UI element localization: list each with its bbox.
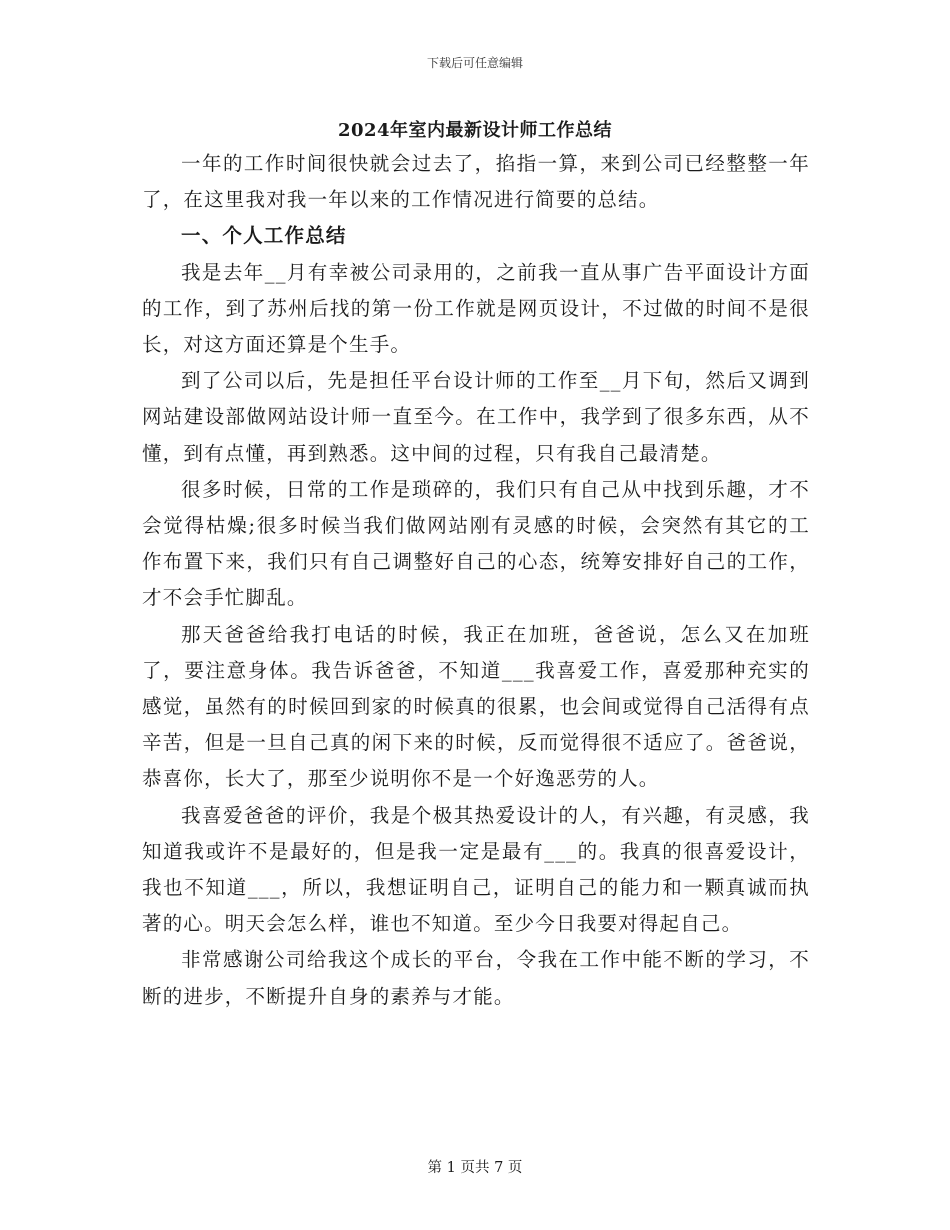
document-title: 2024年室内最新设计师工作总结 xyxy=(337,120,613,141)
paragraph: 我喜爱爸爸的评价，我是个极其热爱设计的人，有兴趣，有灵感，我知道我或许不是最好的，但是我一定是最有___的。我真的很喜爱设计，我也不知道___，所以，我想证明自己，证明自己的能力和一颗真诚而执著的心。明天会怎么样，谁也不知道。至少今日我要对得起自己。 xyxy=(142,803,810,936)
page-number-footer: 第 1 页共 7 页 xyxy=(427,1160,523,1176)
paragraph: 非常感谢公司给我这个成长的平台，令我在工作中能不断的学习，不断的进步，不断提升自身的素养与才能。 xyxy=(142,948,810,1008)
paragraph: 到了公司以后，先是担任平台设计师的工作至__月下旬，然后又调到网站建设部做网站设计师一直至今。在工作中，我学到了很多东西，从不懂，到有点懂，再到熟悉。这中间的过程，只有我自己最清楚。 xyxy=(142,369,810,465)
paragraph: 那天爸爸给我打电话的时候，我正在加班，爸爸说，怎么又在加班了，要注意身体。我告诉爸爸，不知道___我喜爱工作，喜爱那种充实的感觉，虽然有的时候回到家的时候真的很累，也会间或觉得自己活得有点辛苦，但是一旦自己真的闲下来的时候，反而觉得很不适应了。爸爸说，恭喜你，长大了，那至少说明你不是一个好逸恶劳的人。 xyxy=(142,622,810,791)
page-header-note: 下载后可任意编辑 xyxy=(426,56,523,70)
section-heading-personal-summary: 一、个人工作总结 xyxy=(181,224,347,248)
paragraph: 很多时候，日常的工作是琐碎的，我们只有自己从中找到乐趣，才不会觉得枯燥;很多时候当我们做网站刚有灵感的时候，会突然有其它的工作布置下来，我们只有自己调整好自己的心态，统筹安排好自己的工作，才不会手忙脚乱。 xyxy=(142,477,810,610)
paragraph-intro: 一年的工作时间很快就会过去了，掐指一算，来到公司已经整整一年了，在这里我对我一年以来的工作情况进行简要的总结。 xyxy=(142,152,810,212)
document-body xyxy=(142,146,810,1015)
paragraph: 我是去年__月有幸被公司录用的，之前我一直从事广告平面设计方面的工作，到了苏州后找的第一份工作就是网页设计，不过做的时间不是很长，对这方面还算是个生手。 xyxy=(142,260,810,357)
